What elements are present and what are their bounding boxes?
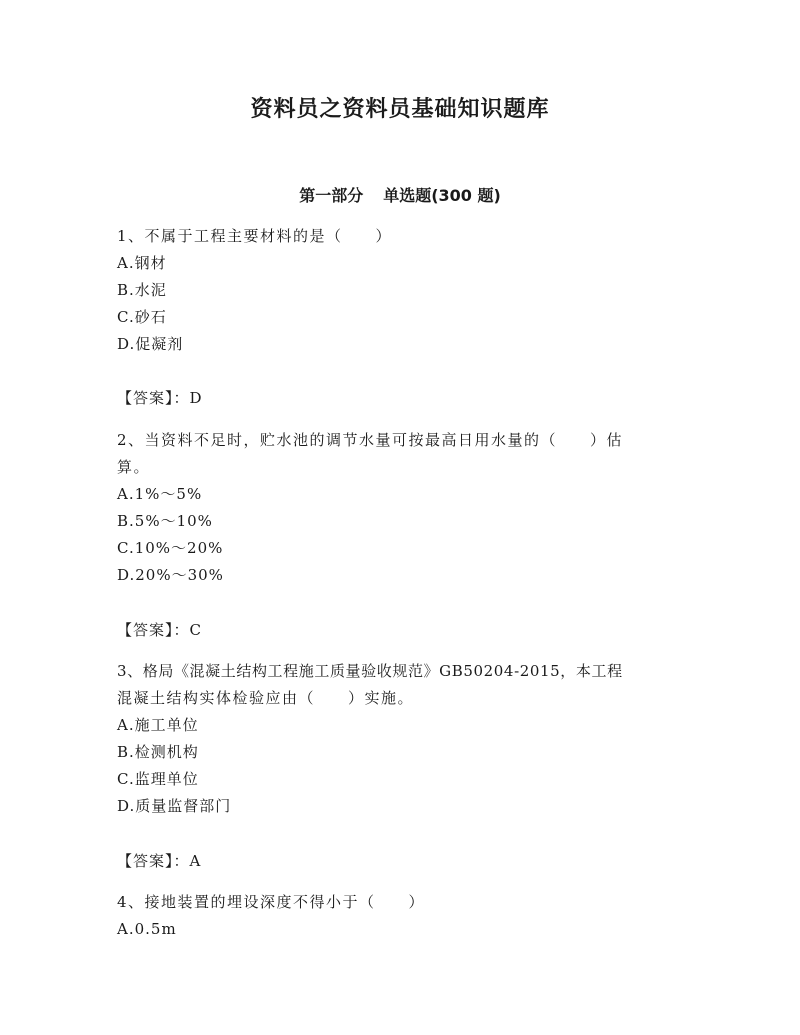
question-1-option-d: D.促凝剂 — [117, 335, 184, 353]
question-3-option-d: D.质量监督部门 — [117, 797, 232, 815]
question-1-text: 1、不属于工程主要材料的是（ ） — [117, 227, 393, 245]
question-1-option-c: C.砂石 — [117, 308, 167, 326]
question-2-option-d: D.20%～30% — [117, 566, 224, 584]
question-1-option-a: A.钢材 — [117, 254, 167, 272]
document-title: 资料员之资料员基础知识题库 — [250, 97, 550, 122]
question-3-option-a: A.施工单位 — [117, 716, 199, 734]
question-1-answer: 【答案】：D — [117, 389, 203, 407]
question-3-option-b: B.检测机构 — [117, 743, 199, 761]
question-3-text-line-1: 3、格局《混凝土结构工程施工质量验收规范》GB50204-2015，本工程 — [117, 662, 623, 680]
question-2-option-a: A.1%～5% — [117, 485, 203, 503]
question-2-text-line-2: 算。 — [117, 458, 151, 476]
section-name: 单选题(300 题) — [383, 186, 501, 205]
question-2-text-line-1: 2、当资料不足时，贮水池的调节水量可按最高日用水量的（ ）估 — [117, 431, 624, 449]
question-2-option-c: C.10%～20% — [117, 539, 224, 557]
question-3-answer: 【答案】：A — [117, 852, 202, 870]
question-3-option-c: C.监理单位 — [117, 770, 199, 788]
question-2-answer: 【答案】：C — [117, 621, 202, 639]
question-3-text-line-2: 混凝土结构实体检验应由（ ）实施。 — [117, 689, 415, 707]
question-4-text: 4、接地装置的埋设深度不得小于（ ） — [117, 893, 426, 911]
question-1-option-b: B.水泥 — [117, 281, 167, 299]
question-4-option-a: A.0.5m — [117, 920, 177, 938]
section-heading — [0, 183, 800, 206]
question-2-option-b: B.5%～10% — [117, 512, 213, 530]
section-part: 第一部分 — [299, 186, 364, 205]
